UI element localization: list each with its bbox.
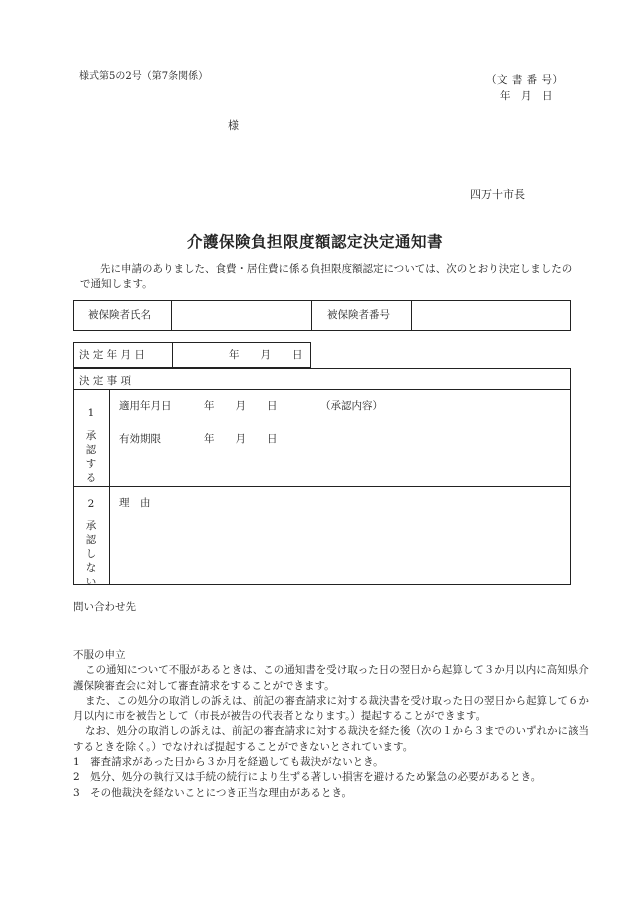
divider [172, 343, 173, 367]
decision-items-box [73, 368, 571, 588]
insured-number-field[interactable] [413, 301, 569, 330]
issuer-name: 四万十市長 [470, 188, 525, 201]
insured-name-field[interactable] [173, 301, 310, 330]
objection-item: 2 処分、処分の執行又は手続の続行により生ずる著しい損害を避けるため緊急の必要があるとき。 [73, 771, 542, 784]
divider [109, 390, 110, 585]
approval-content-label: （承認内容） [320, 400, 383, 412]
divider [74, 389, 570, 390]
objection-paragraph: また、この処分の取消しの訴えは、前記の審査請求に対する裁決書を受け取った日の翌日から起算して６か月以内に市を被告として（市長が被告の代表者となります。）提起することができます。 [73, 694, 589, 723]
decision-date-value[interactable]: 年 月 日 [229, 349, 303, 361]
apply-date-value[interactable]: 年 月 日 [204, 400, 278, 412]
objection-paragraph: この通知について不服があるときは、この通知書を受け取った日の翌日から起算して３か月以内に高知県介護保険審査会に対して審査請求をすることができます。 [73, 664, 589, 692]
divider [171, 301, 172, 330]
issue-date: 年 月 日 [500, 90, 553, 102]
insured-info-row [73, 300, 571, 331]
addressee-suffix: 様 [228, 119, 239, 132]
reason-label: 理 由 [119, 497, 151, 509]
deny-number: 2 [87, 498, 95, 510]
objection-paragraph: なお、処分の取消しの訴えは、前記の審査請求に対する裁決を経た後（次の１から３までのいずれかに該当するときを除く。）でなければ提起することができないとされています。 [73, 725, 589, 753]
decision-date-row [73, 342, 311, 368]
objection-item: 3 その他裁決を経ないことにつき正当な理由があるとき。 [73, 786, 353, 799]
insured-name-label: 被保険者氏名 [88, 309, 151, 321]
objection-item: 1 審査請求があった日から３か月を経過しても裁決がないとき。 [73, 756, 384, 769]
form-number: 様式第5の2号（第7条関係） [79, 71, 209, 82]
apply-date-label: 適用年月日 [119, 400, 172, 412]
decision-date-label: 決 定 年 月 日 [79, 349, 145, 361]
valid-until-value[interactable]: 年 月 日 [204, 433, 278, 445]
document-title: 介護保険負担限度額認定決定通知書 [186, 232, 443, 251]
document-number: （文 書 番 号） [486, 74, 564, 86]
intro-text: 先に申請のありました、食費・居住費に係る負担限度額認定については、次のとおり決定しましたので通知します。 [80, 263, 573, 290]
insured-number-label: 被保険者番号 [327, 309, 390, 321]
divider [411, 301, 412, 330]
divider [311, 301, 312, 330]
divider [74, 486, 570, 487]
decision-items-label: 決 定 事 項 [79, 375, 132, 387]
valid-until-label: 有効期限 [119, 433, 161, 445]
objection-heading: 不服の申立 [73, 649, 126, 661]
approve-number: 1 [87, 407, 95, 419]
objection-section [73, 648, 593, 801]
inquiry-label: 問い合わせ先 [73, 601, 136, 613]
approve-label: 承 認 す る [85, 430, 97, 484]
deny-label: 承 認 し な い [85, 520, 97, 588]
